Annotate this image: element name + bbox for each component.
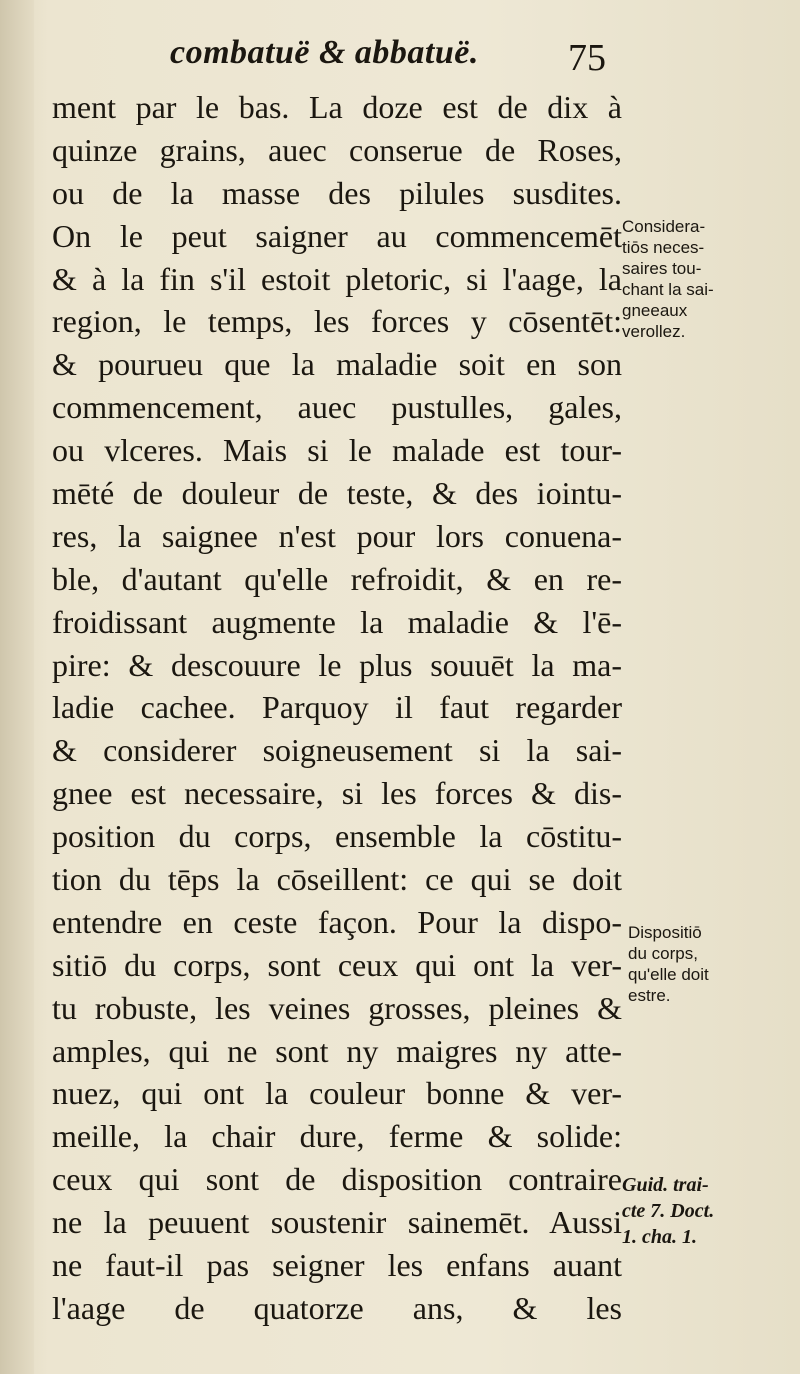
text-line: ou de la masse des pilules susdites. bbox=[52, 174, 622, 211]
page-number: 75 bbox=[568, 37, 606, 79]
text-line: pire: & descouure le plus souuēt la ma- bbox=[52, 646, 622, 683]
margin-note-disposition bbox=[628, 922, 796, 1006]
margin-note-line: estre. bbox=[628, 986, 671, 1005]
margin-note-line: du corps, bbox=[628, 944, 698, 963]
margin-note-line: qu'elle doit bbox=[628, 965, 709, 984]
text-line: l'aage de quatorze ans, & les bbox=[52, 1289, 622, 1326]
body-text bbox=[52, 86, 622, 1330]
margin-note-line: chant la sai- bbox=[622, 280, 714, 299]
running-head-title: combatuë & abbatuë. bbox=[170, 34, 479, 71]
margin-note-line: verollez. bbox=[622, 322, 686, 341]
text-line: ment par le bas. La doze est de dix à bbox=[52, 89, 622, 125]
text-line: ceux qui sont de disposition contraire bbox=[52, 1161, 622, 1198]
margin-note-considerations bbox=[622, 216, 790, 342]
text-line: region, le temps, les forces y cōsentēt: bbox=[52, 303, 622, 340]
text-line: nuez, qui ont la couleur bonne & ver- bbox=[52, 1075, 622, 1112]
text-line: On le peut saigner au commencemēt bbox=[52, 217, 622, 254]
text-line: commencement, auec pustulles, gales, bbox=[52, 389, 622, 426]
text-line: froidissant augmente la maladie & l'ē- bbox=[52, 603, 622, 640]
text-line: sitiō du corps, sont ceux qui ont la ver- bbox=[52, 946, 622, 983]
margin-note-line: 1. cha. 1. bbox=[622, 1226, 697, 1248]
text-line: ou vlceres. Mais si le malade est tour- bbox=[52, 432, 622, 469]
text-line: res, la saignee n'est pour lors conuena- bbox=[52, 517, 622, 554]
margin-note-line: Considera- bbox=[622, 217, 706, 236]
text-line: quinze grains, auec conserue de Roses, bbox=[52, 131, 622, 168]
margin-note-line: Dispositiō bbox=[628, 923, 702, 942]
margin-notes bbox=[622, 0, 792, 1374]
margin-note-citation bbox=[622, 1172, 790, 1250]
text-line: ble, d'autant qu'elle refroidit, & en re- bbox=[52, 560, 622, 597]
margin-note-line: tiōs neces- bbox=[622, 238, 705, 257]
text-line: ne faut-il pas seigner les enfans auant bbox=[52, 1247, 622, 1284]
text-line: amples, qui ne sont ny maigres ny atte- bbox=[52, 1032, 622, 1069]
text-line: meille, la chair dure, ferme & solide: bbox=[52, 1118, 622, 1155]
text-line: & pourueu que la maladie soit en son bbox=[52, 346, 622, 383]
text-line: tion du tēps la cōseillent: ce qui se doit bbox=[52, 861, 622, 898]
text-line: & considerer soigneusement si la sai- bbox=[52, 732, 622, 769]
page-gutter bbox=[0, 0, 34, 1374]
margin-note-line: saires tou- bbox=[622, 259, 702, 278]
text-line: ne la peuuent soustenir sainemēt. Aussi bbox=[52, 1204, 622, 1241]
margin-note-line: gneeaux bbox=[622, 301, 688, 320]
margin-note-line: cte 7. Doct. bbox=[622, 1200, 715, 1222]
text-line: ladie cachee. Parquoy il faut regarder bbox=[52, 689, 622, 726]
margin-note-line: Guid. trai- bbox=[622, 1174, 709, 1196]
text-line: mēté de douleur de teste, & des iointu- bbox=[52, 475, 622, 512]
text-line: tu robuste, les veines grosses, pleines & bbox=[52, 989, 622, 1026]
text-line: & à la fin s'il estoit pletoric, si l'aage, la bbox=[52, 260, 622, 297]
text-line: gnee est necessaire, si les forces & dis- bbox=[52, 775, 622, 812]
text-line: position du corps, ensemble la cōstitu- bbox=[52, 818, 622, 855]
text-line: entendre en ceste façon. Pour la dispo- bbox=[52, 903, 622, 940]
